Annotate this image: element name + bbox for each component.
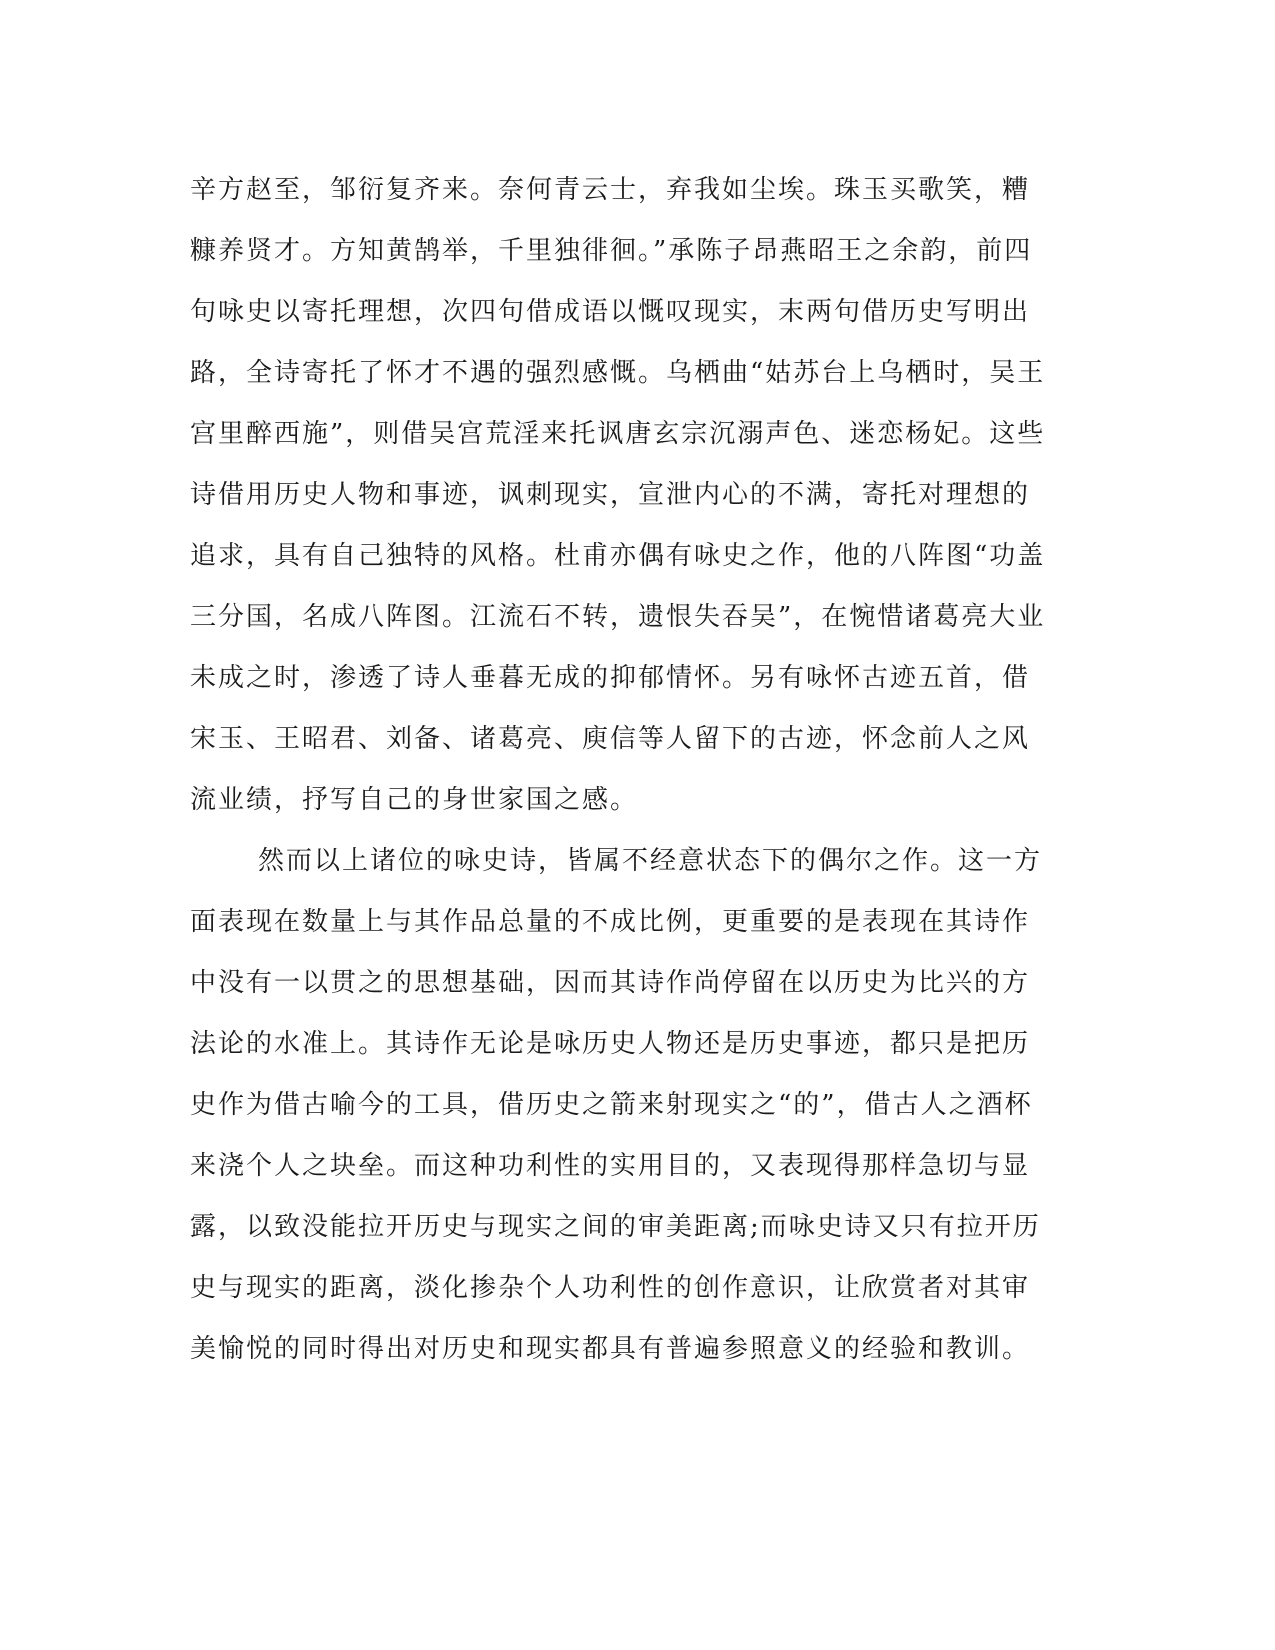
text-line: 三分国，名成八阵图。江流石不转，遗恨失吞吴”，在惋惜诸葛亮大业	[190, 602, 1046, 632]
text-line: 中没有一以贯之的思想基础，因而其诗作尚停留在以历史为比兴的方	[190, 968, 1031, 998]
text-line: 史作为借古喻今的工具，借历史之箭来射现实之“的”，借古人之酒杯	[190, 1090, 1033, 1120]
text-line: 露，以致没能拉开历史与现实之间的审美距离;而咏史诗又只有拉开历	[190, 1212, 1041, 1242]
text-line: 流业绩，抒写自己的身世家国之感。	[190, 785, 639, 815]
text-line: 然而以上诸位的咏史诗，皆属不经意状态下的偶尔之作。这一方	[258, 846, 1043, 876]
text-line: 糠养贤才。方知黄鹄举，千里独徘徊。”承陈子昂燕昭王之余韵，前四	[190, 236, 1033, 266]
text-line: 辛方赵至，邹衍复齐来。奈何青云士，弃我如尘埃。珠玉买歌笑，糟	[190, 175, 1031, 205]
text-line: 诗借用历史人物和事迹，讽刺现实，宣泄内心的不满，寄托对理想的	[190, 480, 1031, 510]
text-line: 路，全诗寄托了怀才不遇的强烈感慨。乌栖曲“姑苏台上乌栖时，吴王	[190, 358, 1046, 388]
body-text	[190, 160, 1070, 1380]
text-line: 句咏史以寄托理想，次四句借成语以慨叹现实，末两句借历史写明出	[190, 297, 1031, 327]
text-line: 追求，具有自己独特的风格。杜甫亦偶有咏史之作，他的八阵图“功盖	[190, 541, 1046, 571]
text-line: 美愉悦的同时得出对历史和现实都具有普遍参照意义的经验和教训。	[190, 1334, 1031, 1364]
text-line: 未成之时，渗透了诗人垂暮无成的抑郁情怀。另有咏怀古迹五首，借	[190, 663, 1031, 693]
text-line: 宫里醉西施”，则借吴宫荒淫来托讽唐玄宗沉溺声色、迷恋杨妃。这些	[190, 419, 1046, 449]
text-line: 史与现实的距离，淡化掺杂个人功利性的创作意识，让欣赏者对其审	[190, 1273, 1031, 1303]
text-line: 面表现在数量上与其作品总量的不成比例，更重要的是表现在其诗作	[190, 907, 1031, 937]
text-line: 来浇个人之块垒。而这种功利性的实用目的，又表现得那样急切与显	[190, 1151, 1031, 1181]
text-line: 宋玉、王昭君、刘备、诸葛亮、庾信等人留下的古迹，怀念前人之风	[190, 724, 1031, 754]
text-line: 法论的水准上。其诗作无论是咏历史人物还是历史事迹，都只是把历	[190, 1029, 1031, 1059]
